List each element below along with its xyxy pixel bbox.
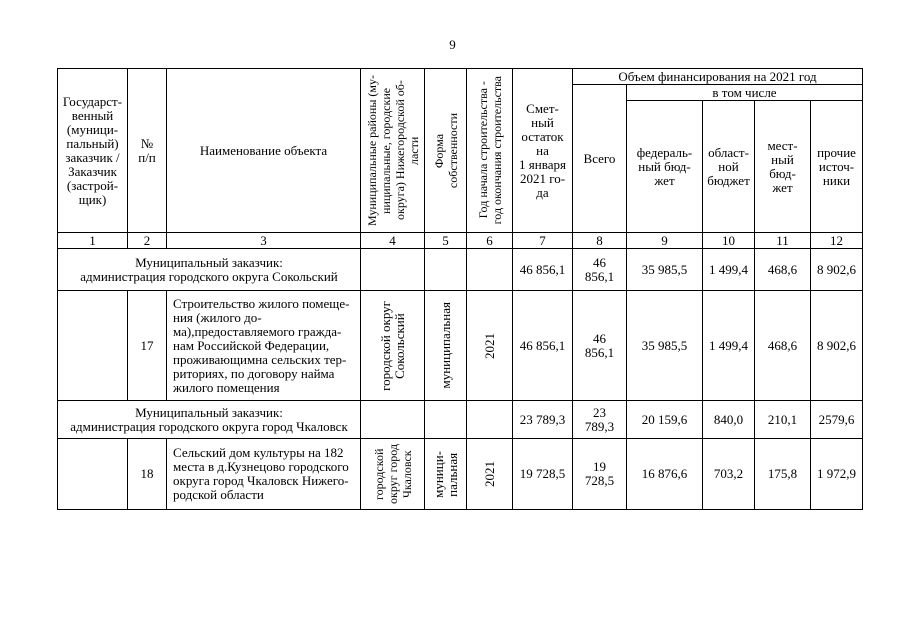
header-total: Всего xyxy=(573,85,627,233)
empty-cell xyxy=(425,249,467,291)
header-district-text: Муниципальные районы (му- ниципальные, городские округа) Нижегородской об- ласти xyxy=(364,74,421,226)
column-number: 1 xyxy=(58,233,128,249)
page-number: 9 xyxy=(449,37,456,52)
federal-budget-value: 35 985,5 xyxy=(627,291,703,401)
federal-budget-value: 35 985,5 xyxy=(627,249,703,291)
total-value: 19 728,5 xyxy=(584,459,615,488)
header-other-sources: прочие источ- ники xyxy=(811,101,863,233)
header-regional-budget: област- ной бюджет xyxy=(703,101,755,233)
empty-cell xyxy=(467,401,513,439)
object-district xyxy=(361,439,425,510)
local-budget-value: 210,1 xyxy=(755,401,811,439)
object-name: Сельский дом культуры на 182 места в д.Кузнецово городского округа город Чкаловск Нижего- родской области xyxy=(167,439,361,510)
other-sources-value: 8 902,6 xyxy=(811,249,863,291)
header-district xyxy=(361,69,425,233)
total-cell xyxy=(573,249,627,291)
estimated-balance-value: 23 789,3 xyxy=(513,401,573,439)
regional-budget-value: 840,0 xyxy=(703,401,755,439)
estimated-balance-value: 19 728,5 xyxy=(513,439,573,510)
header-object-name: Наименование объекта xyxy=(167,69,361,233)
column-number: 4 xyxy=(361,233,425,249)
customer-name: Муниципальный заказчик: администрация городского округа город Чкаловск xyxy=(58,401,361,439)
object-construction-years xyxy=(467,291,513,401)
object-ownership xyxy=(425,439,467,510)
column-number: 3 xyxy=(167,233,361,249)
column-number: 5 xyxy=(425,233,467,249)
empty-cell xyxy=(361,249,425,291)
column-number: 12 xyxy=(811,233,863,249)
header-construction-years xyxy=(467,69,513,233)
local-budget-value: 175,8 xyxy=(755,439,811,510)
header-construction-years-text: Год начала строительства - год окончания строительства xyxy=(475,76,504,225)
column-number: 10 xyxy=(703,233,755,249)
object-ownership-text: муници- пальная xyxy=(430,450,460,498)
header-estimated-balance: Смет- ный остаток на 1 января 2021 го- да xyxy=(513,69,573,233)
total-cell xyxy=(573,401,627,439)
funding-table xyxy=(57,68,863,510)
object-district-text: городской округ город Чкаловск xyxy=(371,444,414,504)
column-number: 11 xyxy=(755,233,811,249)
federal-budget-value: 16 876,6 xyxy=(627,439,703,510)
object-district-text: городской округ Сокольский xyxy=(377,300,407,391)
local-budget-value: 468,6 xyxy=(755,249,811,291)
header-row-1 xyxy=(58,69,863,85)
total-value: 23 789,3 xyxy=(584,404,615,434)
object-row xyxy=(58,291,863,401)
column-number: 6 xyxy=(467,233,513,249)
other-sources-value: 8 902,6 xyxy=(811,291,863,401)
customer-name: Муниципальный заказчик: администрация городского округа Сокольский xyxy=(58,249,361,291)
object-number: 18 xyxy=(128,439,167,510)
empty-cell xyxy=(58,291,128,401)
federal-budget-value: 20 159,6 xyxy=(627,401,703,439)
object-ownership xyxy=(425,291,467,401)
object-ownership-text: муниципальная xyxy=(437,302,453,389)
other-sources-value: 2579,6 xyxy=(811,401,863,439)
header-funding: Объем финансирования на 2021 год xyxy=(573,69,863,85)
empty-cell xyxy=(58,439,128,510)
other-sources-value: 1 972,9 xyxy=(811,439,863,510)
regional-budget-value: 703,2 xyxy=(703,439,755,510)
header-local-budget: мест- ный бюд- жет xyxy=(755,101,811,233)
column-number: 9 xyxy=(627,233,703,249)
empty-cell xyxy=(361,401,425,439)
empty-cell xyxy=(425,401,467,439)
object-district xyxy=(361,291,425,401)
object-number: 17 xyxy=(128,291,167,401)
header-customer: Государст- венный (муници- пальный) заказчик / Заказчик (застрой- щик) xyxy=(58,69,128,233)
customer-row xyxy=(58,249,863,291)
header-ownership-text: Форма собственности xyxy=(431,112,460,189)
regional-budget-value: 1 499,4 xyxy=(703,291,755,401)
total-value: 46 856,1 xyxy=(584,254,615,284)
object-row xyxy=(58,439,863,510)
total-cell xyxy=(573,291,627,401)
header-federal-budget: федераль- ный бюд- жет xyxy=(627,101,703,233)
total-cell xyxy=(573,439,627,510)
total-value: 46 856,1 xyxy=(584,330,615,360)
column-number: 7 xyxy=(513,233,573,249)
object-construction-years xyxy=(467,439,513,510)
estimated-balance-value: 46 856,1 xyxy=(513,249,573,291)
header-number: № п/п xyxy=(128,69,167,233)
column-number: 8 xyxy=(573,233,627,249)
object-name: Строительство жилого помеще- ния (жилого до- ма),предоставляемого гражда- нам Российской Федерации, проживающимна сельских тер- риториях, по договору найма жилого помещения xyxy=(167,291,361,401)
customer-row xyxy=(58,401,863,439)
estimated-balance-value: 46 856,1 xyxy=(513,291,573,401)
local-budget-value: 468,6 xyxy=(755,291,811,401)
header-ownership xyxy=(425,69,467,233)
regional-budget-value: 1 499,4 xyxy=(703,249,755,291)
column-numbers-row xyxy=(58,233,863,249)
header-including: в том числе xyxy=(627,85,863,101)
object-construction-years-text: 2021 xyxy=(481,332,497,359)
empty-cell xyxy=(467,249,513,291)
object-construction-years-text: 2021 xyxy=(481,461,497,487)
column-number: 2 xyxy=(128,233,167,249)
